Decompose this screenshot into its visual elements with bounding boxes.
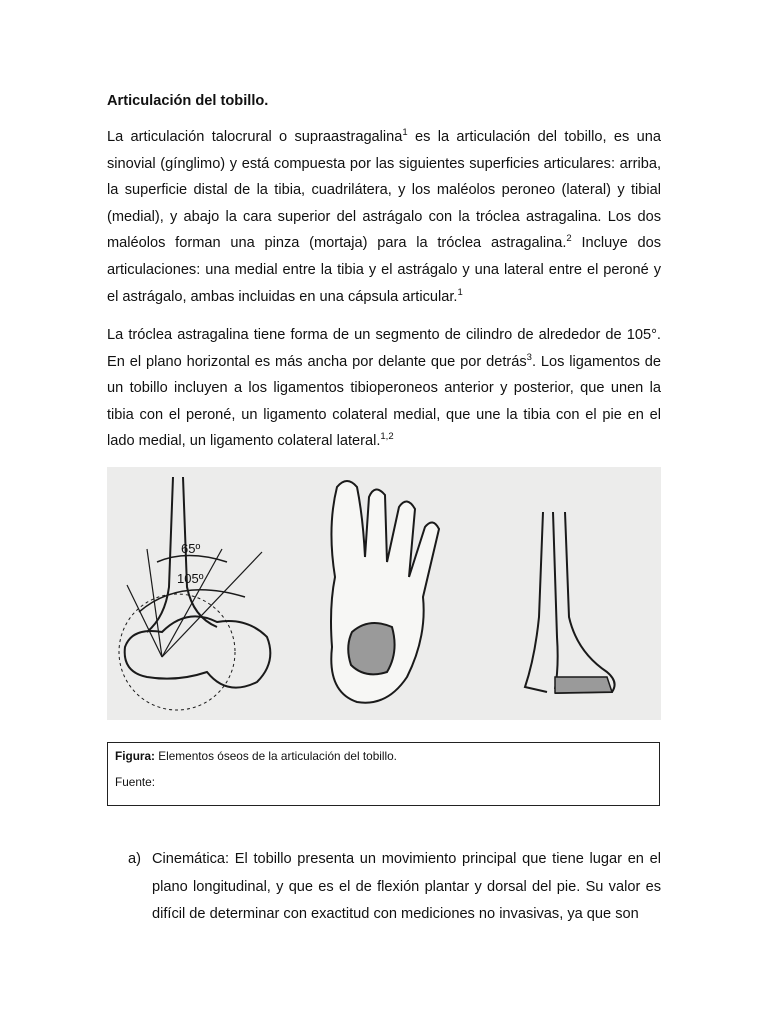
p1-text-3: Incluye dos articulaciones: una medial entre la tibia y el astrágalo y una lateral entre el peroné y el astrágalo, ambas incluidas en una cápsula articular.	[107, 235, 661, 305]
caption-text: Elementos óseos de la articulación del tobillo.	[154, 749, 397, 763]
talus-outline	[125, 616, 271, 687]
section-heading: Articulación del tobillo.	[107, 93, 269, 109]
angle-label-65: 65º	[181, 541, 201, 556]
footnote-ref: 3	[526, 351, 532, 363]
ankle-illustration	[107, 467, 661, 720]
footnote-ref: 1	[457, 286, 463, 298]
paragraph-troclea	[107, 322, 661, 455]
list-marker: a)	[128, 851, 141, 867]
ankle-bones-figure	[107, 467, 661, 720]
list-text: Cinemática: El tobillo presenta un movimiento principal que tiene lugar en el plano longitudinal, y que es el de flexión plantar y dorsal del pie. Su valor es difícil de determinar con exactitud con mediciones no invasivas, ya que son	[152, 851, 661, 922]
talus-dorsal	[348, 623, 394, 674]
fibula-frontal	[553, 512, 558, 689]
p1-text-1: La articulación talocrural o supraastragalina	[107, 129, 403, 145]
caption-source: Fuente:	[115, 775, 156, 789]
p2-text-1: La tróclea astragalina tiene forma de un segmento de cilindro de alrededor de 105°. En el plano horizontal es más ancha por delante que por detrás	[107, 327, 661, 370]
figure-caption-box	[107, 742, 660, 806]
tibia-frontal-left	[525, 512, 547, 692]
footnote-ref: 1,2	[380, 431, 394, 443]
talus-frontal	[555, 677, 612, 693]
angle-label-105: 105º	[177, 571, 204, 586]
tibia-frontal-right	[555, 512, 615, 693]
caption-label: Figura:	[115, 749, 155, 763]
p1-text-2: es la articulación del tobillo, es una sinovial (gínglimo) y está compuesta por las siguientes superficies articulares: arriba, la superficie distal de la tibia, cuadrilátera, y los maléolos peroneo (lateral) y tibial (medial), y abajo la cara superior del astrágalo con la tróclea astragalina. Los dos maléolos forman una pinza (mortaja) para la tróclea astragalina.	[107, 129, 661, 252]
tibia-shaft-left	[147, 477, 173, 632]
p2-text-2: . Los ligamentos de un tobillo incluyen a los ligamentos tibioperoneos anterior y posterior, que unen la tibia con el peroné, un ligamento colateral medial, que une la tibia con el pie en el lado medial, un ligamento colateral lateral.	[107, 353, 661, 450]
footnote-ref: 2	[566, 233, 572, 245]
footnote-ref: 1	[402, 127, 408, 138]
caption-line	[115, 749, 397, 764]
paragraph-talocrural	[107, 124, 661, 310]
